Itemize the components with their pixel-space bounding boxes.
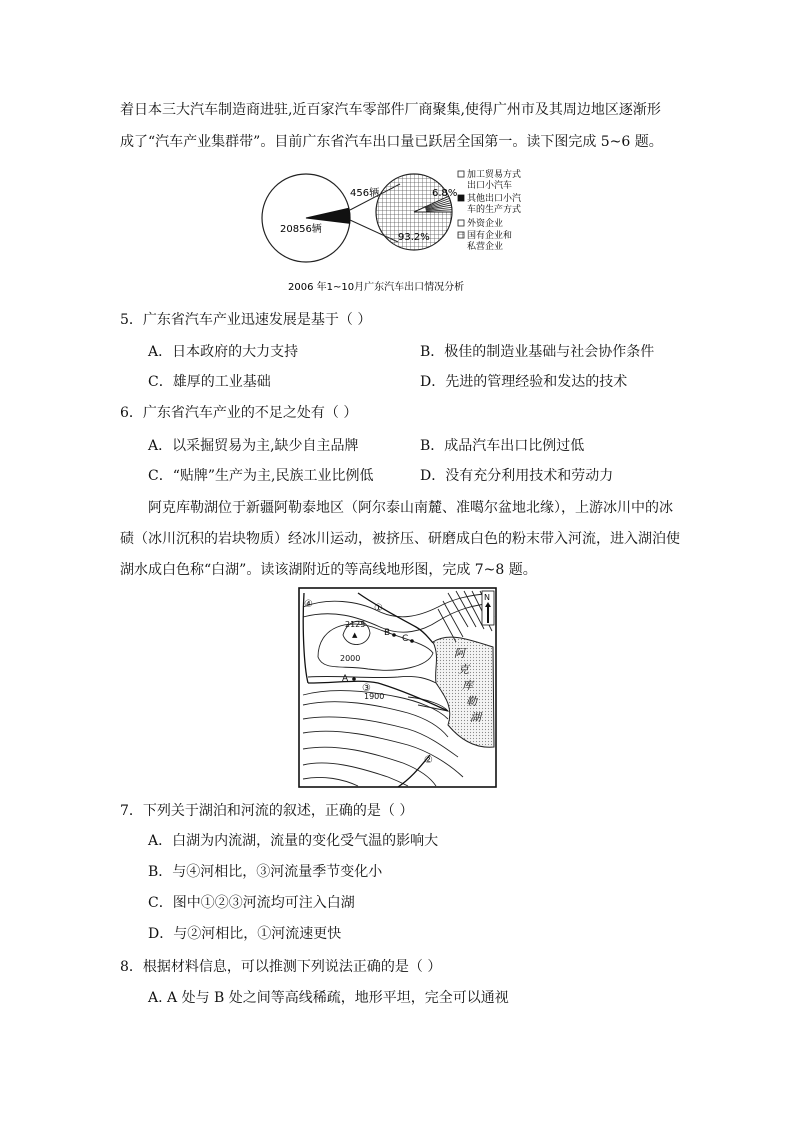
north-label: N bbox=[484, 593, 490, 602]
q8-option-a[interactable]: A. A 处与 B 处之间等高线稀疏，地形平坦，完全可以通视 bbox=[148, 990, 509, 1006]
q5-option-a[interactable]: A．日本政府的大力支持 bbox=[148, 344, 299, 360]
passage-2-line-2: 碛（冰川沉积的岩块物质）经冰川运动，被挤压、研磨成白色的粉末带入河流，进入湖泊使 bbox=[120, 531, 680, 547]
q6-stem: 6．广东省汽车产业的不足之处有（ ） bbox=[120, 405, 358, 421]
q6-option-d[interactable]: D．没有充分利用技术和劳动力 bbox=[420, 468, 614, 484]
point-a-label: A bbox=[342, 674, 349, 684]
river-4-label: ④ bbox=[304, 599, 313, 610]
contour-map bbox=[298, 587, 498, 789]
lake-char-5: 湖 bbox=[470, 711, 481, 724]
point-a-marker bbox=[352, 677, 356, 681]
legend-swatch-4 bbox=[458, 232, 464, 238]
q8-stem: 8．根据材料信息，可以推测下列说法正确的是（ ） bbox=[120, 959, 442, 975]
export-pie-chart bbox=[258, 166, 540, 300]
point-b-label: B bbox=[384, 628, 391, 638]
lake-char-2: 克 bbox=[458, 663, 469, 676]
q7-option-d[interactable]: D．与②河相比，①河流速更快 bbox=[148, 926, 342, 942]
legend-4-line-1: 国有企业和 bbox=[467, 231, 513, 241]
point-b-marker bbox=[392, 633, 396, 637]
pie-1-label-large: 20856辆 bbox=[280, 224, 322, 235]
q6-option-a[interactable]: A．以采掘贸易为主,缺少自主品牌 bbox=[148, 438, 359, 454]
peak-marker: ▲ bbox=[352, 631, 358, 639]
contour-2000-label: 2000 bbox=[340, 654, 361, 663]
legend-1-line-1: 加工贸易方式 bbox=[467, 170, 522, 180]
pie-2-label-small: 6.8% bbox=[432, 188, 458, 199]
passage-2-line-3: 湖水成白色称“白湖”。读该湖附近的等高线地形图，完成 7~8 题。 bbox=[120, 562, 537, 578]
legend-1-line-2: 出口小汽车 bbox=[467, 181, 513, 191]
chart-title: 2006 年1~10月广东汽车出口情况分析 bbox=[288, 282, 465, 293]
contour-1900-label: 1900 bbox=[364, 692, 385, 701]
q7-option-a[interactable]: A．白湖为内流湖，流量的变化受气温的影响大 bbox=[148, 833, 439, 849]
intro-line-2: 成了“汽车产业集群带”。目前广东省汽车出口量已跃居全国第一。读下图完成 5~6 题。 bbox=[120, 134, 663, 150]
legend-4-line-2: 私营企业 bbox=[467, 242, 504, 252]
river-1-label: ① bbox=[374, 603, 383, 614]
pie-1-label-small: 456辆 bbox=[350, 188, 380, 199]
legend-swatch-1 bbox=[458, 171, 464, 177]
lake-char-3: 库 bbox=[462, 679, 473, 692]
legend-2-line-1: 其他出口小汽 bbox=[467, 194, 522, 204]
pie-2-label-large: 93.2% bbox=[398, 232, 430, 243]
lake-char-4: 勒 bbox=[466, 695, 477, 708]
intro-line-1: 着日本三大汽车制造商进驻,近百家汽车零部件厂商聚集,使得广州市及其周边地区逐渐形 bbox=[120, 102, 661, 118]
river-3-label: ③ bbox=[362, 683, 371, 694]
q5-stem: 5．广东省汽车产业迅速发展是基于（ ） bbox=[120, 312, 372, 328]
q5-option-d[interactable]: D．先进的管理经验和发达的技术 bbox=[420, 374, 628, 390]
legend-2-line-2: 车的生产方式 bbox=[467, 205, 522, 215]
q6-option-b[interactable]: B．成品汽车出口比例过低 bbox=[420, 438, 585, 454]
q6-option-c[interactable]: C．“贴牌”生产为主,民族工业比例低 bbox=[148, 468, 374, 484]
legend-swatch-3 bbox=[458, 220, 464, 226]
point-c-label: C bbox=[402, 634, 409, 644]
river-2-label: ② bbox=[424, 755, 433, 766]
legend bbox=[458, 168, 521, 252]
q7-option-b[interactable]: B．与④河相比，③河流量季节变化小 bbox=[148, 864, 383, 880]
legend-swatch-2 bbox=[458, 195, 464, 201]
lake-char-1: 阿 bbox=[454, 647, 465, 660]
point-c-marker bbox=[410, 639, 414, 643]
q7-stem: 7．下列关于湖泊和河流的叙述，正确的是（ ） bbox=[120, 803, 414, 819]
passage-2-line-1: 阿克库勒湖位于新疆阿勒泰地区（阿尔泰山南麓、准噶尔盆地北缘），上游冰川中的冰 bbox=[148, 500, 673, 516]
legend-3-line-1: 外资企业 bbox=[467, 219, 504, 229]
q7-option-c[interactable]: C．图中①②③河流均可注入白湖 bbox=[148, 895, 355, 911]
q5-option-b[interactable]: B．极佳的制造业基础与社会协作条件 bbox=[420, 344, 655, 360]
q5-option-c[interactable]: C．雄厚的工业基础 bbox=[148, 374, 271, 390]
peak-label: 2125 bbox=[345, 620, 366, 629]
